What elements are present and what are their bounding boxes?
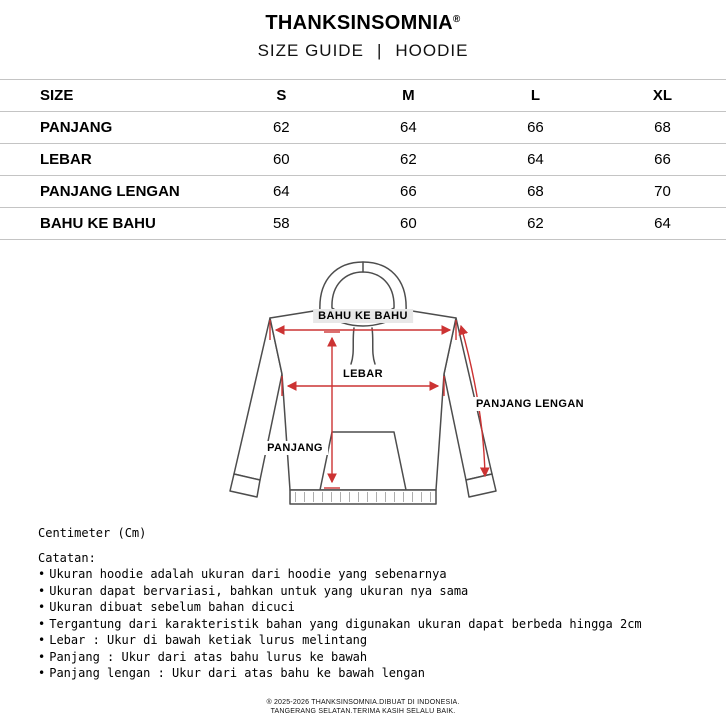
size-cell: 60: [272, 151, 290, 168]
label-lebar: LEBAR: [338, 367, 388, 381]
size-cell: 64: [272, 183, 290, 200]
size-table-header-row: [0, 80, 726, 112]
subtitle-separator: |: [376, 41, 383, 60]
size-cell: 64: [654, 215, 671, 232]
note-item: • Lebar : Ukur di bawah ketiak lurus melintang: [38, 632, 726, 649]
footer-line-2: TANGERANG SELATAN.TERIMA KASIH SELALU BAIK.: [270, 708, 456, 715]
subtitle-product: HOODIE: [395, 41, 469, 60]
size-cell: 62: [272, 119, 290, 136]
table-row: [0, 208, 726, 240]
note-item: • Ukuran dapat bervariasi, bahkan untuk yang ukuran nya sama: [38, 583, 726, 600]
size-cell: 66: [400, 183, 417, 200]
label-bahu-ke-bahu: BAHU KE BAHU: [313, 309, 413, 323]
row-label: BAHU KE BAHU: [40, 215, 156, 232]
size-cell: 62: [400, 151, 417, 168]
size-cell: 68: [527, 183, 544, 200]
table-row: [0, 112, 726, 144]
hoodie-measurement-diagram: [123, 252, 603, 518]
brand-title: [0, 0, 726, 35]
label-panjang-lengan: PANJANG LENGAN: [471, 397, 589, 411]
hoodie-diagram-drawing: [123, 252, 603, 518]
unit-label: Centimeter (Cm): [38, 526, 147, 540]
label-panjang: PANJANG: [262, 441, 328, 455]
size-cell: 64: [400, 119, 417, 136]
size-cell: 64: [527, 151, 544, 168]
size-cell: 58: [272, 215, 290, 232]
column-header-xl: XL: [652, 87, 673, 104]
column-header-s: S: [276, 87, 287, 104]
note-item: • Panjang : Ukur dari atas bahu lurus ke bawah: [38, 649, 726, 666]
note-item: • Ukuran hoodie adalah ukuran dari hoodie yang sebenarnya: [38, 566, 726, 583]
note-item: • Panjang lengan : Ukur dari atas bahu ke bawah lengan: [38, 665, 726, 682]
footer-line-1: ® 2025-2026 THANKSINSOMNIA.DIBUAT DI INDONESIA.: [266, 699, 460, 706]
page-subtitle: [0, 41, 726, 61]
subtitle-size-guide: SIZE GUIDE: [257, 41, 364, 60]
size-cell: 68: [654, 119, 671, 136]
row-label: PANJANG LENGAN: [40, 183, 180, 200]
table-row: [0, 176, 726, 208]
column-header-size: SIZE: [40, 87, 74, 104]
size-cell: 66: [654, 151, 671, 168]
hoodie-outline: [230, 262, 496, 504]
notes-heading: Catatan:: [38, 551, 96, 565]
note-item: • Tergantung dari karakteristik bahan yang digunakan ukuran dapat berbeda hingga 2cm: [38, 616, 726, 633]
notes-section: [38, 526, 726, 682]
row-label: LEBAR: [40, 151, 92, 168]
brand-name: THANKSINSOMNIA: [265, 12, 453, 34]
size-cell: 66: [527, 119, 544, 136]
size-table: [0, 79, 726, 240]
registered-mark: ®: [452, 14, 461, 25]
table-row: [0, 144, 726, 176]
column-header-m: M: [402, 87, 415, 104]
size-cell: 70: [654, 183, 671, 200]
row-label: PANJANG: [40, 119, 113, 136]
column-header-l: L: [530, 87, 540, 104]
footer: [0, 698, 726, 716]
size-cell: 62: [527, 215, 544, 232]
note-item: • Ukuran dibuat sebelum bahan dicuci: [38, 599, 726, 616]
size-cell: 60: [400, 215, 417, 232]
